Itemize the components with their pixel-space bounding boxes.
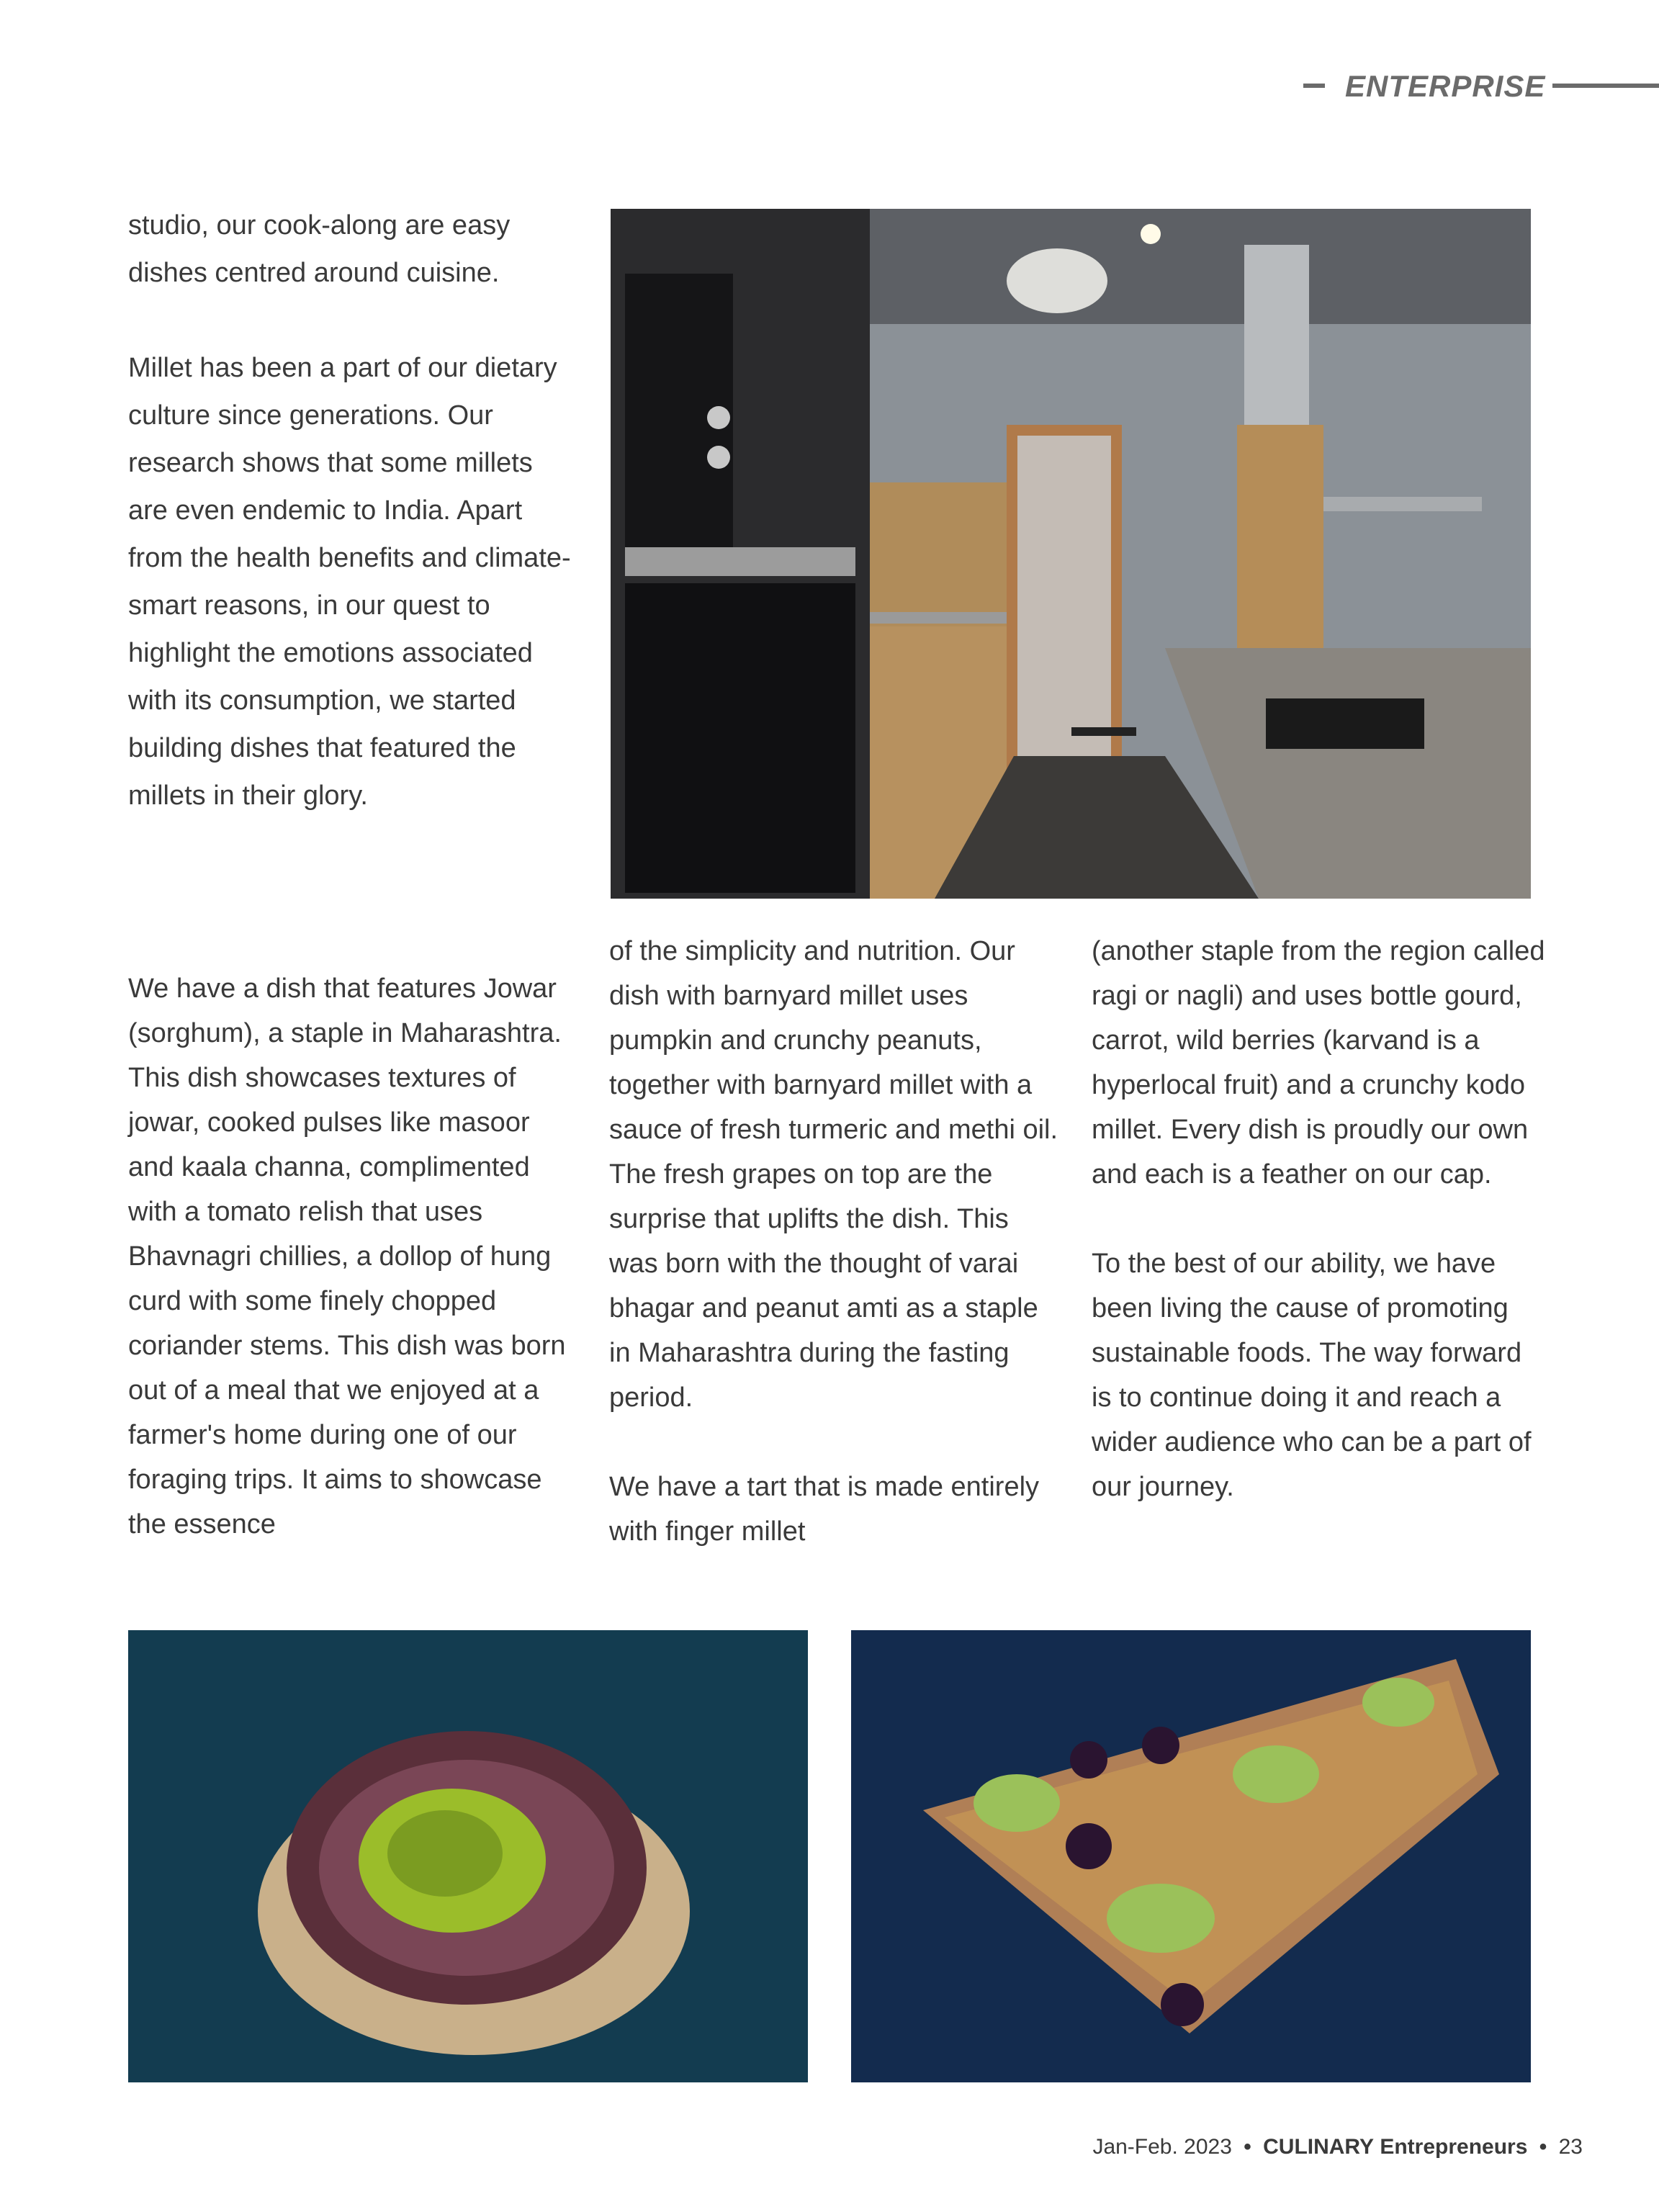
column-3 [1092, 929, 1545, 1509]
page-number: 23 [1558, 2135, 1583, 2159]
kitchen-studio-photo [611, 209, 1531, 899]
page-footer [1092, 2130, 1583, 2164]
paragraph: studio, our cook-along are easy dishes centred around cuisine. [128, 210, 511, 288]
tart-illustration [851, 1630, 1531, 2082]
magazine-name-rest: Entrepreneurs [1380, 2135, 1528, 2159]
kitchen-illustration [611, 209, 1531, 899]
section-title: ENTERPRISE [1345, 69, 1546, 103]
footer-bullet: • [1244, 2135, 1251, 2159]
issue-date: Jan-Feb. 2023 [1092, 2135, 1232, 2159]
section-header [1303, 66, 1659, 107]
column-2 [609, 929, 1063, 1554]
paragraph: (another staple from the region called ragi or nagli) and uses bottle gourd, carrot, wild berries (karvand is a hyperlocal fruit) and a crunchy kodo millet. Every dish is proudly our own and each is a feather on our cap. [1092, 936, 1545, 1190]
paragraph: Millet has been a part of our dietary culture since generations. Our research shows that some millets are even endemic to India. Apart from the health benefits and climate-smart reasons, in our quest to highlight the emotions associated with its consumption, we started building dishes that featured the millets in their glory. [128, 353, 571, 811]
footer-bullet: • [1539, 2135, 1547, 2159]
paragraph: We have a tart that is made entirely with finger millet [609, 1472, 1040, 1547]
column-1-lower [128, 966, 582, 1547]
header-rule-long [1552, 84, 1659, 88]
grape-dish-illustration [128, 1630, 808, 2082]
jowar-dish-photo [128, 1630, 808, 2082]
column-1-upper [128, 202, 575, 819]
magazine-name-strong: CULINARY [1263, 2135, 1374, 2159]
paragraph: We have a dish that features Jowar (sorghum), a staple in Maharashtra. This dish showcases textures of jowar, cooked pulses like masoor and kaala channa, complimented with a tomato relish that uses Bhavnagri chillies, a dollop of hung curd with some finely chopped coriander stems. This dish was born out of a meal that we enjoyed at a farmer's home during one of our foraging trips. It aims to showcase the essence [128, 974, 566, 1539]
paragraph: To the best of our ability, we have been living the cause of promoting sustainable foods. The way forward is to continue doing it and reach a wider audience who can be a part of our journey. [1092, 1249, 1532, 1502]
millet-tart-photo [851, 1630, 1531, 2082]
paragraph: of the simplicity and nutrition. Our dish with barnyard millet uses pumpkin and crunchy peanuts, together with barnyard millet with a sauce of fresh turmeric and methi oil. The fresh grapes on top are the surprise that uplifts the dish. This was born with the thought of varai bhagar and peanut amti as a staple in Maharashtra during the fasting period. [609, 936, 1058, 1413]
header-rule-short [1303, 84, 1325, 88]
